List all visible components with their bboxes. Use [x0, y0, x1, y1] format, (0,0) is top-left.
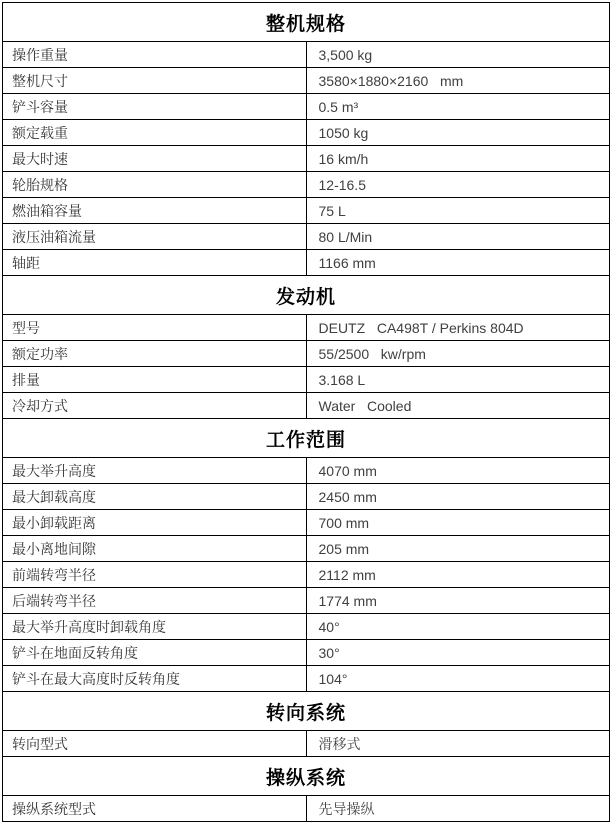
spec-label: 最小离地间隙 — [3, 536, 307, 562]
spec-row — [3, 484, 610, 510]
spec-row — [3, 250, 610, 276]
spec-label: 最大举升高度 — [3, 458, 307, 484]
spec-value: 0.5 m³ — [306, 94, 610, 120]
spec-row — [3, 198, 610, 224]
spec-label: 最大时速 — [3, 146, 307, 172]
section-header-row — [3, 692, 610, 731]
spec-value: DEUTZ CA498T / Perkins 804D — [306, 315, 610, 341]
spec-row — [3, 666, 610, 692]
spec-row — [3, 536, 610, 562]
spec-row — [3, 315, 610, 341]
spec-label: 轮胎规格 — [3, 172, 307, 198]
spec-label: 操纵系统型式 — [3, 796, 307, 822]
spec-row — [3, 120, 610, 146]
spec-row — [3, 172, 610, 198]
spec-value: 2450 mm — [306, 484, 610, 510]
spec-value: 滑移式 — [306, 731, 610, 757]
section-header-row — [3, 419, 610, 458]
spec-value: 30° — [306, 640, 610, 666]
spec-value: Water Cooled — [306, 393, 610, 419]
spec-label: 整机尺寸 — [3, 68, 307, 94]
spec-row — [3, 393, 610, 419]
spec-value: 1050 kg — [306, 120, 610, 146]
spec-value: 1774 mm — [306, 588, 610, 614]
spec-value: 80 L/Min — [306, 224, 610, 250]
spec-row — [3, 614, 610, 640]
section-header-row — [3, 276, 610, 315]
spec-label: 液压油箱流量 — [3, 224, 307, 250]
spec-value: 3580×1880×2160 mm — [306, 68, 610, 94]
spec-value: 3.168 L — [306, 367, 610, 393]
spec-value: 3,500 kg — [306, 42, 610, 68]
spec-row — [3, 42, 610, 68]
spec-value: 40° — [306, 614, 610, 640]
spec-row — [3, 224, 610, 250]
spec-row — [3, 68, 610, 94]
spec-row — [3, 94, 610, 120]
spec-value: 75 L — [306, 198, 610, 224]
spec-value: 4070 mm — [306, 458, 610, 484]
spec-label: 冷却方式 — [3, 393, 307, 419]
spec-label: 额定载重 — [3, 120, 307, 146]
spec-label: 排量 — [3, 367, 307, 393]
section-title: 发动机 — [3, 276, 610, 315]
section-title: 工作范围 — [3, 419, 610, 458]
spec-value: 55/2500 kw/rpm — [306, 341, 610, 367]
spec-table-body — [3, 3, 610, 822]
spec-value: 12-16.5 — [306, 172, 610, 198]
spec-label: 操作重量 — [3, 42, 307, 68]
spec-value: 16 km/h — [306, 146, 610, 172]
spec-row — [3, 510, 610, 536]
section-title: 操纵系统 — [3, 757, 610, 796]
spec-value: 1166 mm — [306, 250, 610, 276]
spec-label: 前端转弯半径 — [3, 562, 307, 588]
spec-row — [3, 341, 610, 367]
spec-label: 后端转弯半径 — [3, 588, 307, 614]
spec-row — [3, 367, 610, 393]
section-header-row — [3, 3, 610, 42]
section-header-row — [3, 757, 610, 796]
spec-label: 燃油箱容量 — [3, 198, 307, 224]
spec-row — [3, 796, 610, 822]
spec-label: 铲斗在最大高度时反转角度 — [3, 666, 307, 692]
spec-label: 轴距 — [3, 250, 307, 276]
spec-row — [3, 588, 610, 614]
section-title: 整机规格 — [3, 3, 610, 42]
spec-value: 2112 mm — [306, 562, 610, 588]
spec-label: 铲斗容量 — [3, 94, 307, 120]
spec-label: 铲斗在地面反转角度 — [3, 640, 307, 666]
spec-row — [3, 562, 610, 588]
spec-label: 最大卸载高度 — [3, 484, 307, 510]
spec-label: 转向型式 — [3, 731, 307, 757]
spec-value: 700 mm — [306, 510, 610, 536]
spec-row — [3, 640, 610, 666]
spec-row — [3, 731, 610, 757]
spec-label: 额定功率 — [3, 341, 307, 367]
spec-label: 最大举升高度时卸载角度 — [3, 614, 307, 640]
spec-label: 最小卸载距离 — [3, 510, 307, 536]
spec-row — [3, 458, 610, 484]
spec-value: 205 mm — [306, 536, 610, 562]
spec-label: 型号 — [3, 315, 307, 341]
spec-value: 先导操纵 — [306, 796, 610, 822]
section-title: 转向系统 — [3, 692, 610, 731]
spec-table — [2, 2, 610, 822]
spec-value: 104° — [306, 666, 610, 692]
spec-row — [3, 146, 610, 172]
